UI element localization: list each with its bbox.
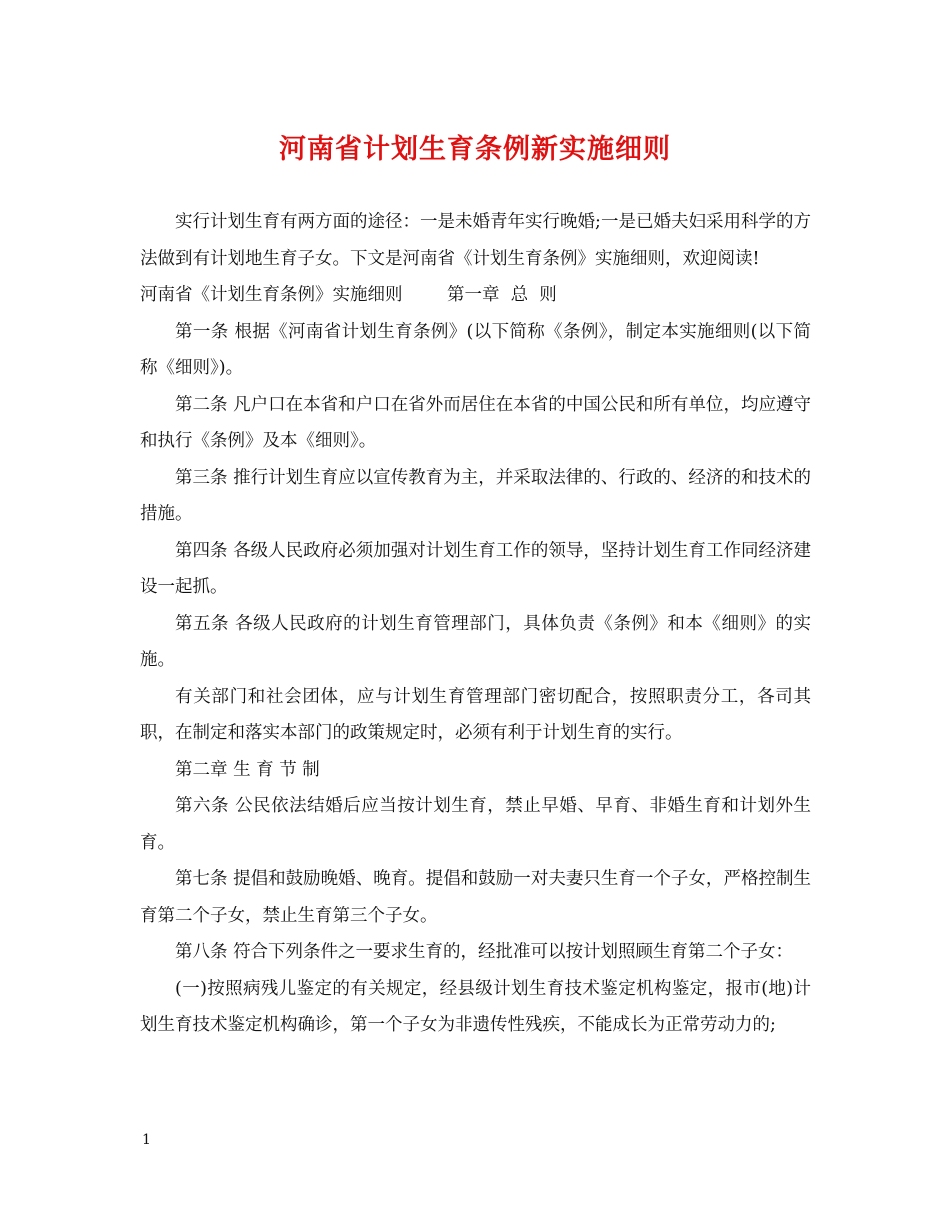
article-7: 第七条 提倡和鼓励晚婚、晚育。提倡和鼓励一对夫妻只生育一个子女，严格控制生育第二个子女，禁止生育第三个子女。 (140, 869, 811, 926)
chapter-2-heading: 第二章 生 育 节 制 (175, 759, 320, 780)
page-number: 1 (142, 1132, 151, 1148)
subheading-line (140, 277, 811, 314)
article-5: 第五条 各级人民政府的计划生育管理部门，具体负责《条例》和本《细则》的实施。 (140, 613, 811, 670)
article-8: 第八条 符合下列条件之一要求生育的，经批准可以按计划照顾生育第二个子女： (175, 942, 794, 962)
article-1: 第一条 根据《河南省计划生育条例》(以下简称《条例》，制定本实施细则(以下简称《细则》)。 (140, 321, 811, 378)
article-6: 第六条 公民依法结婚后应当按计划生育，禁止早婚、早育、非婚生育和计划外生育。 (140, 796, 811, 853)
article-3: 第三条 推行计划生育应以宣传教育为主，并采取法律的、行政的、经济的和技术的措施。 (140, 467, 811, 524)
document-title: 河南省计划生育条例新实施细则 (279, 134, 671, 165)
subheading-text: 河南省《计划生育条例》实施细则 (140, 285, 403, 305)
chapter-1-heading: 第一章 总 则 (447, 285, 557, 305)
article-8-item-1: (一)按照病残儿鉴定的有关规定，经县级计划生育技术鉴定机构鉴定，报市(地)计划生育技术鉴定机构确诊，第一个子女为非遗传性残疾，不能成长为正常劳动力的; (140, 978, 811, 1035)
document-body (140, 204, 811, 1044)
article-2: 第二条 凡户口在本省和户口在省外而居住在本省的中国公民和所有单位，均应遵守和执行《条例》及本《细则》。 (140, 394, 811, 451)
intro-paragraph: 实行计划生育有两方面的途径：一是未婚青年实行晚婚;一是已婚夫妇采用科学的方法做到有计划地生育子女。下文是河南省《计划生育条例》实施细则，欢迎阅读! (140, 212, 811, 269)
article-5-supplement: 有关部门和社会团体，应与计划生育管理部门密切配合，按照职责分工，各司其职，在制定和落实本部门的政策规定时，必须有利于计划生育的实行。 (140, 686, 811, 743)
article-4: 第四条 各级人民政府必须加强对计划生育工作的领导，坚持计划生育工作同经济建设一起抓。 (140, 540, 811, 597)
